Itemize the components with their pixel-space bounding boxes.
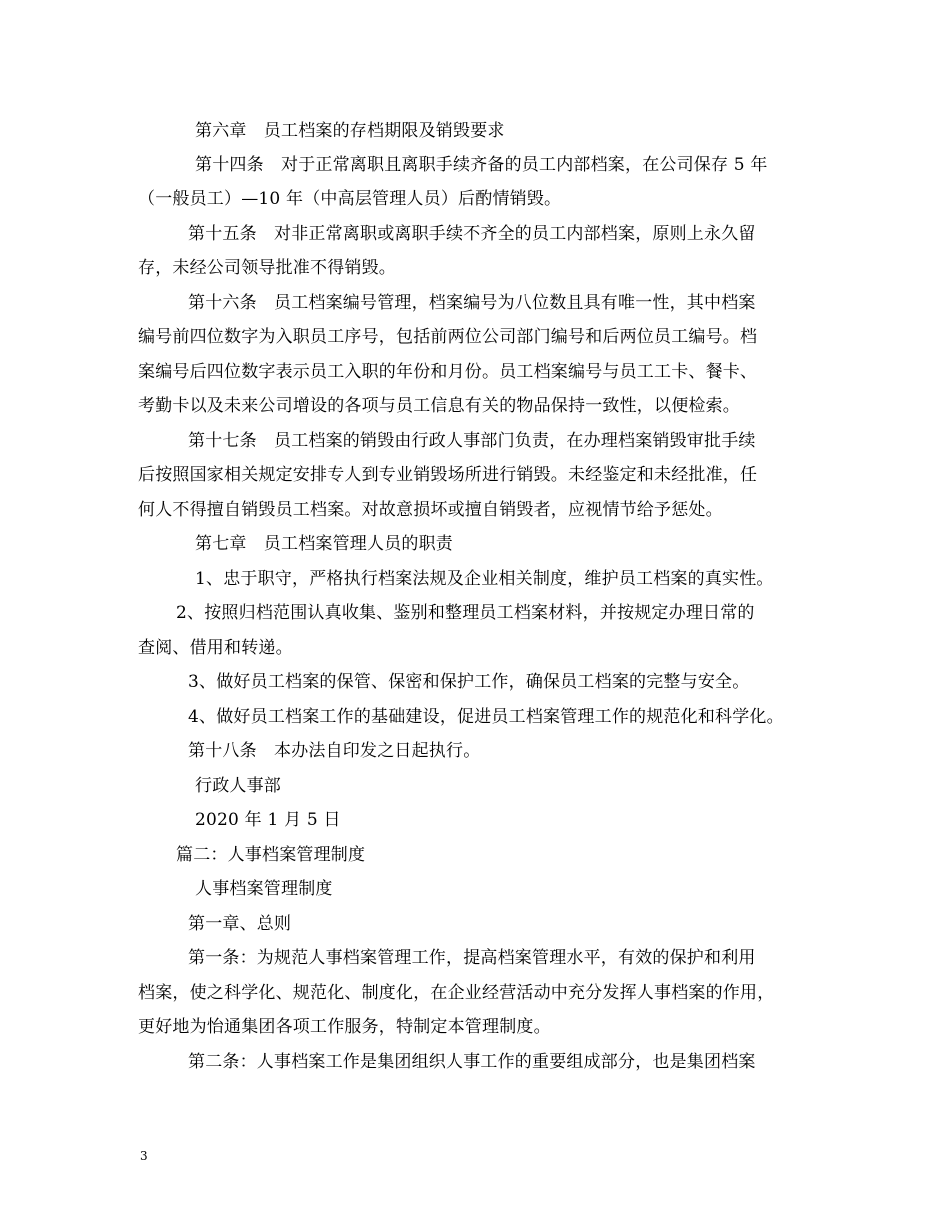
duty-item-3: 3、做好员工档案的保管、保密和保护工作，确保员工档案的完整与安全。 bbox=[188, 672, 750, 692]
article-1-line-2: 档案，使之科学化、规范化、制度化，在企业经营活动中充分发挥人事档案的作用， bbox=[138, 983, 775, 1003]
article-17-line-3: 何人不得擅自销毁员工档案。对故意损坏或擅自销毁者，应视情节给予惩处。 bbox=[138, 500, 723, 520]
chapter-1-heading: 第一章、总则 bbox=[188, 914, 292, 934]
page-number: 3 bbox=[140, 1149, 148, 1163]
duty-item-4: 4、做好员工档案工作的基础建设，促进员工档案管理工作的规范化和科学化。 bbox=[188, 707, 784, 727]
article-2-line-1: 第二条：人事档案工作是集团组织人事工作的重要组成部分，也是集团档案 bbox=[188, 1052, 756, 1072]
article-14-line-2: （一般员工）—10 年（中高层管理人员）后酌情销毁。 bbox=[138, 189, 562, 209]
article-18: 第十八条 本办法自印发之日起执行。 bbox=[188, 741, 481, 761]
article-1-line-1: 第一条：为规范人事档案管理工作，提高档案管理水平，有效的保护和利用 bbox=[188, 948, 756, 968]
article-16-line-2: 编号前四位数字为入职员工序号，包括前两位公司部门编号和后两位员工编号。档 bbox=[138, 327, 758, 347]
issuer: 行政人事部 bbox=[195, 776, 281, 796]
chapter-7-heading: 第七章 员工档案管理人员的职责 bbox=[195, 534, 453, 554]
part-2-title: 篇二：人事档案管理制度 bbox=[176, 845, 366, 865]
chapter-6-heading: 第六章 员工档案的存档期限及销毁要求 bbox=[195, 121, 505, 141]
duty-item-2-line-2: 查阅、借用和转递。 bbox=[138, 638, 293, 658]
issue-date: 2020 年 1 月 5 日 bbox=[195, 810, 341, 830]
article-1-line-3: 更好地为怡通集团各项工作服务，特制定本管理制度。 bbox=[138, 1017, 551, 1037]
article-16-line-1: 第十六条 员工档案编号管理，档案编号为八位数且具有唯一性，其中档案 bbox=[188, 293, 756, 313]
article-17-line-1: 第十七条 员工档案的销毁由行政人事部门负责，在办理档案销毁审批手续 bbox=[188, 431, 756, 451]
article-14-line-1: 第十四条 对于正常离职且离职手续齐备的员工内部档案，在公司保存 5 年 bbox=[195, 155, 768, 175]
duty-item-1: 1、忠于职守，严格执行档案法规及企业相关制度，维护员工档案的真实性。 bbox=[195, 569, 774, 589]
article-16-line-4: 考勤卡以及未来公司增设的各项与员工信息有关的物品保持一致性，以便检索。 bbox=[138, 396, 740, 416]
article-15-line-1: 第十五条 对非正常离职或离职手续不齐全的员工内部档案，原则上永久留 bbox=[188, 224, 756, 244]
article-17-line-2: 后按照国家相关规定安排专人到专业销毁场所进行销毁。未经鉴定和未经批准，任 bbox=[138, 465, 758, 485]
article-15-line-2: 存，未经公司领导批准不得销毁。 bbox=[138, 258, 396, 278]
duty-item-2-line-1: 2、按照归档范围认真收集、鉴别和整理员工档案材料，并按规定办理日常的 bbox=[176, 603, 755, 623]
policy-title: 人事档案管理制度 bbox=[195, 879, 333, 899]
article-16-line-3: 案编号后四位数字表示员工入职的年份和月份。员工档案编号与员工工卡、餐卡、 bbox=[138, 362, 758, 382]
